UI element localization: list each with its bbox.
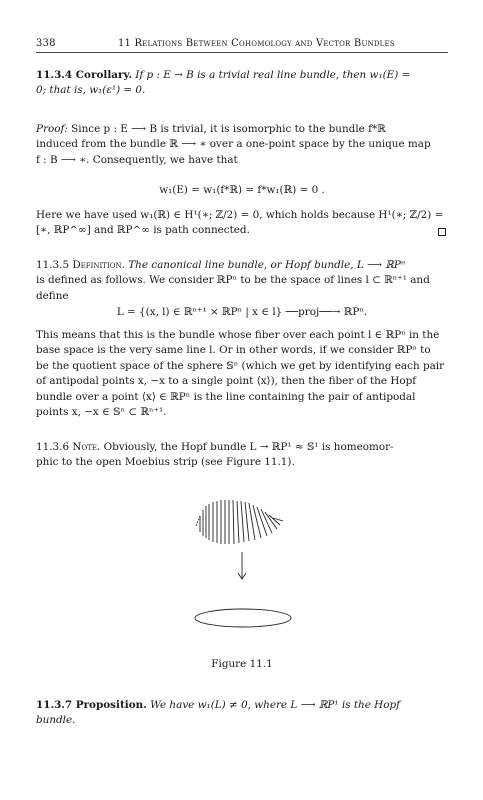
proof-label: Proof: <box>36 123 68 135</box>
definition-line7: of antipodal points x, −x to a single point ⟨x⟩), then the fiber of the Hopf <box>36 375 417 388</box>
running-title: 11 Relations Between Cohomology and Vector Bundles <box>118 38 395 49</box>
proof-line4: Here we have used w₁(ℝ) ∈ H¹(∗; ℤ/2) = 0, which holds because H¹(∗; ℤ/2) = <box>36 209 444 221</box>
page-number: 338 <box>36 38 56 49</box>
note-label: 11.3.6 Note. <box>36 441 101 453</box>
note-line1: Obviously, the Hopf bundle L → ℝP¹ ≈ 𝕊¹ is homeomor- <box>100 441 394 453</box>
projection-arrow <box>238 552 246 579</box>
definition-label: 11.3.5 Definition. <box>36 259 125 271</box>
definition-explanation <box>36 328 448 420</box>
header-rule <box>36 52 448 53</box>
definition-line3: define <box>36 289 69 302</box>
corollary-text-line1: If p : E → B is a trivial real line bundle, then w₁(E) = <box>135 69 411 81</box>
proposition-line1: We have w₁(L) ≠ 0, where L ⟶ ℝP¹ is the Hopf <box>146 699 400 711</box>
definition-line6: be the quotient space of the sphere 𝕊ⁿ (which we get by identifying each pair <box>36 359 445 372</box>
definition-line8: bundle over a point ⟨x⟩ ∈ ℝPⁿ is the line containing the pair of antipodal <box>36 390 416 403</box>
corollary-text-line2: 0; that is, w₁(ε¹) = 0. <box>36 84 146 97</box>
proof-line2: induced from the bundle ℝ ⟶ ∗ over a one-point space by the unique map <box>36 138 431 151</box>
figure-caption: Figure 11.1 <box>211 658 273 670</box>
definition-line4: This means that this is the bundle whose fiber over each point l ∈ ℝPⁿ in the <box>36 329 440 341</box>
proposition-line2: bundle. <box>36 714 76 727</box>
proof-block <box>36 122 448 168</box>
moebius-strip-drawing <box>196 500 283 544</box>
base-circle <box>195 609 291 627</box>
note-line2: phic to the open Moebius strip (see Figure 11.1). <box>36 456 295 469</box>
corollary-11-3-4 <box>36 68 448 99</box>
qed-box <box>438 228 446 236</box>
proposition-11-3-7 <box>36 698 448 729</box>
definition-line1: The canonical line bundle, or Hopf bundle, L ⟶ ℝPⁿ <box>124 259 406 271</box>
definition-line5: base space is the very same line l. Or in other words, if we consider ℝPⁿ to <box>36 344 431 357</box>
proof-equation: w₁(E) = w₁(f*ℝ) = f*w₁(ℝ) = 0 . <box>159 184 325 196</box>
definition-line9: points x, −x ∈ 𝕊ⁿ ⊂ ℝⁿ⁺¹. <box>36 406 167 419</box>
corollary-label: 11.3.4 Corollary. <box>36 69 132 81</box>
proof-line1: Since p : E ⟶ B is trivial, it is isomorphic to the bundle f*ℝ <box>67 123 386 135</box>
proof-line3: f : B ⟶ ∗. Consequently, we have that <box>36 153 238 166</box>
proof-continued <box>36 208 448 239</box>
definition-equation: L = {(x, l) ∈ ℝⁿ⁺¹ × ℝPⁿ | x ∈ l} ──proj──→ ℝPⁿ. <box>116 306 368 318</box>
note-11-3-6 <box>36 440 448 471</box>
proposition-label: 11.3.7 Proposition. <box>36 699 147 711</box>
proof-line5: [∗, ℝP^∞] and ℝP^∞ is path connected. <box>36 224 250 237</box>
moebius-strip-figure <box>176 496 316 646</box>
definition-11-3-5 <box>36 258 448 304</box>
definition-line2: is defined as follows. We consider ℝPⁿ to be the space of lines l ⊂ ℝⁿ⁺¹ and <box>36 274 430 287</box>
